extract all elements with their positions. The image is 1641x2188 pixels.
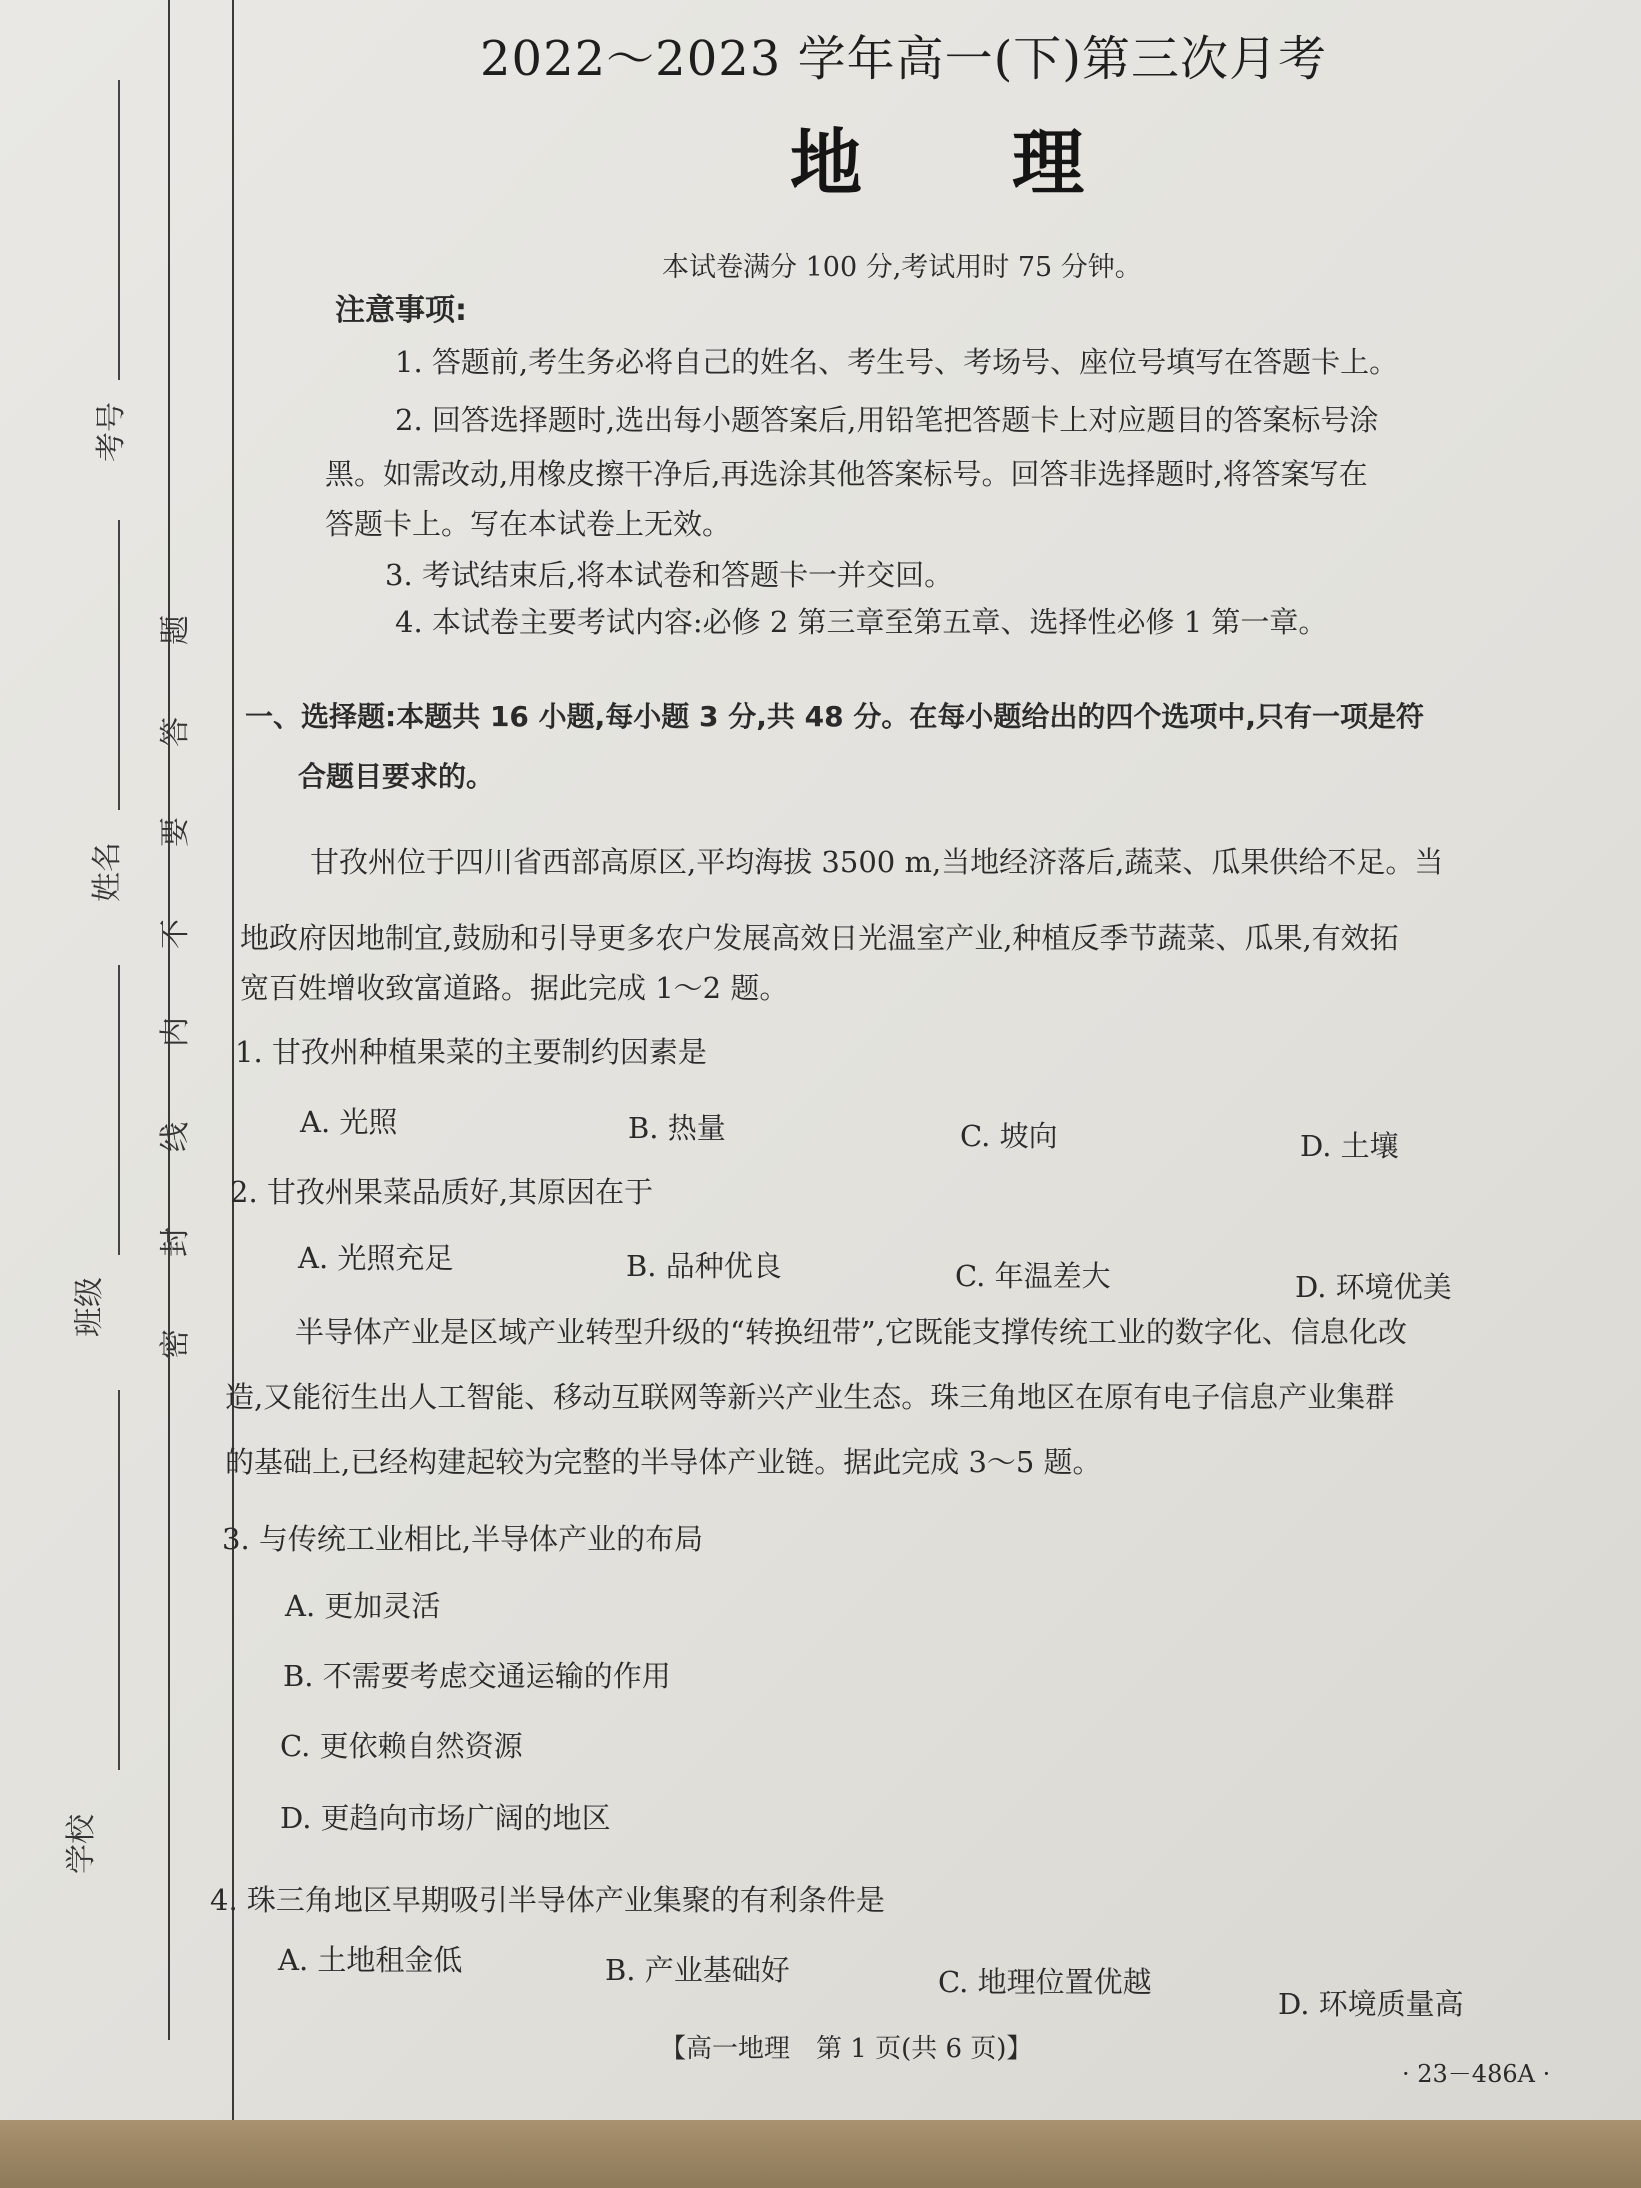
seal-char: 线 xyxy=(158,1122,193,1152)
desk-surface xyxy=(0,2120,1641,2188)
margin-line xyxy=(232,0,234,2120)
seal-char: 不 xyxy=(158,919,193,949)
subject-title: 地理 xyxy=(790,120,1235,205)
option: B. 产业基础好 xyxy=(605,1953,790,1987)
seal-char: 封 xyxy=(158,1227,193,1257)
option: A. 更加灵活 xyxy=(285,1589,441,1623)
question-stem: 2. 甘孜州果菜品质好,其原因在于 xyxy=(230,1175,654,1209)
notice-heading: 注意事项: xyxy=(335,293,467,328)
seal-char: 密 xyxy=(158,1329,193,1359)
passage-line: 甘孜州位于四川省西部高原区,平均海拔 3500 m,当地经济落后,蔬菜、瓜果供给不足。当 xyxy=(310,845,1444,879)
notice-line: 1. 答题前,考生务必将自己的姓名、考生号、考场号、座位号填写在答题卡上。 xyxy=(395,345,1399,379)
exam-title: 2022～2023 学年高一(下)第三次月考 xyxy=(480,31,1328,87)
notice-line: 答题卡上。写在本试卷上无效。 xyxy=(325,507,732,541)
seal-char: 内 xyxy=(158,1017,193,1047)
name-blank-line xyxy=(118,520,120,810)
option: D. 环境优美 xyxy=(1295,1270,1452,1304)
passage-line: 宽百姓增收致富道路。据此完成 1～2 题。 xyxy=(240,971,789,1005)
exam-info: 本试卷满分 100 分,考试用时 75 分钟。 xyxy=(662,252,1142,283)
page-footer: 【高一地理 第 1 页(共 6 页)】 xyxy=(660,2034,1033,2064)
class-blank-line xyxy=(118,965,120,1255)
seal-char: 题 xyxy=(158,615,193,645)
name-label: 姓名 xyxy=(90,842,125,902)
paper-code: · 23－486A · xyxy=(1402,2060,1551,2088)
section-heading: 一、选择题:本题共 16 小题,每小题 3 分,共 48 分。在每小题给出的四个选项中,只有一项是符 xyxy=(245,700,1425,733)
notice-line: 2. 回答选择题时,选出每小题答案后,用铅笔把答题卡上对应题目的答案标号涂 xyxy=(395,403,1379,437)
exam-no-blank-line xyxy=(118,80,120,380)
passage-line: 半导体产业是区域产业转型升级的“转换纽带”,它既能支撑传统工业的数字化、信息化改 xyxy=(295,1315,1407,1349)
school-label: 学校 xyxy=(64,1814,99,1874)
passage-line: 地政府因地制宜,鼓励和引导更多农户发展高效日光温室产业,种植反季节蔬菜、瓜果,有效拓 xyxy=(240,921,1399,955)
notice-line: 3. 考试结束后,将本试卷和答题卡一并交回。 xyxy=(385,558,954,592)
option: D. 更趋向市场广阔的地区 xyxy=(280,1801,611,1835)
passage-line: 的基础上,已经构建起较为完整的半导体产业链。据此完成 3～5 题。 xyxy=(225,1445,1102,1479)
seal-char: 要 xyxy=(158,817,193,847)
seal-char: 答 xyxy=(158,717,193,747)
school-blank-line xyxy=(118,1390,120,1770)
option: C. 坡向 xyxy=(960,1119,1058,1153)
question-stem: 4. 珠三角地区早期吸引半导体产业集聚的有利条件是 xyxy=(210,1883,885,1917)
option: C. 年温差大 xyxy=(955,1259,1111,1293)
class-label: 班级 xyxy=(72,1277,107,1337)
option: A. 土地租金低 xyxy=(278,1943,463,1977)
question-stem: 1. 甘孜州种植果菜的主要制约因素是 xyxy=(235,1035,707,1069)
passage-line: 造,又能衍生出人工智能、移动互联网等新兴产业生态。珠三角地区在原有电子信息产业集群 xyxy=(225,1380,1395,1414)
notice-line: 黑。如需改动,用橡皮擦干净后,再选涂其他答案标号。回答非选择题时,将答案写在 xyxy=(325,457,1368,491)
option: B. 不需要考虑交通运输的作用 xyxy=(283,1659,671,1693)
option: A. 光照 xyxy=(300,1105,398,1139)
option: B. 热量 xyxy=(628,1111,726,1145)
notice-line: 4. 本试卷主要考试内容:必修 2 第三章至第五章、选择性必修 1 第一章。 xyxy=(395,605,1328,639)
exam-no-label: 考号 xyxy=(94,402,129,462)
option: B. 品种优良 xyxy=(626,1249,782,1283)
option: C. 更依赖自然资源 xyxy=(280,1729,523,1763)
section-heading-cont: 合题目要求的。 xyxy=(298,760,495,793)
option: A. 光照充足 xyxy=(298,1241,454,1275)
option: D. 土壤 xyxy=(1300,1129,1399,1163)
question-stem: 3. 与传统工业相比,半导体产业的布局 xyxy=(222,1522,704,1556)
option: D. 环境质量高 xyxy=(1278,1987,1464,2021)
option: C. 地理位置优越 xyxy=(938,1965,1152,1999)
